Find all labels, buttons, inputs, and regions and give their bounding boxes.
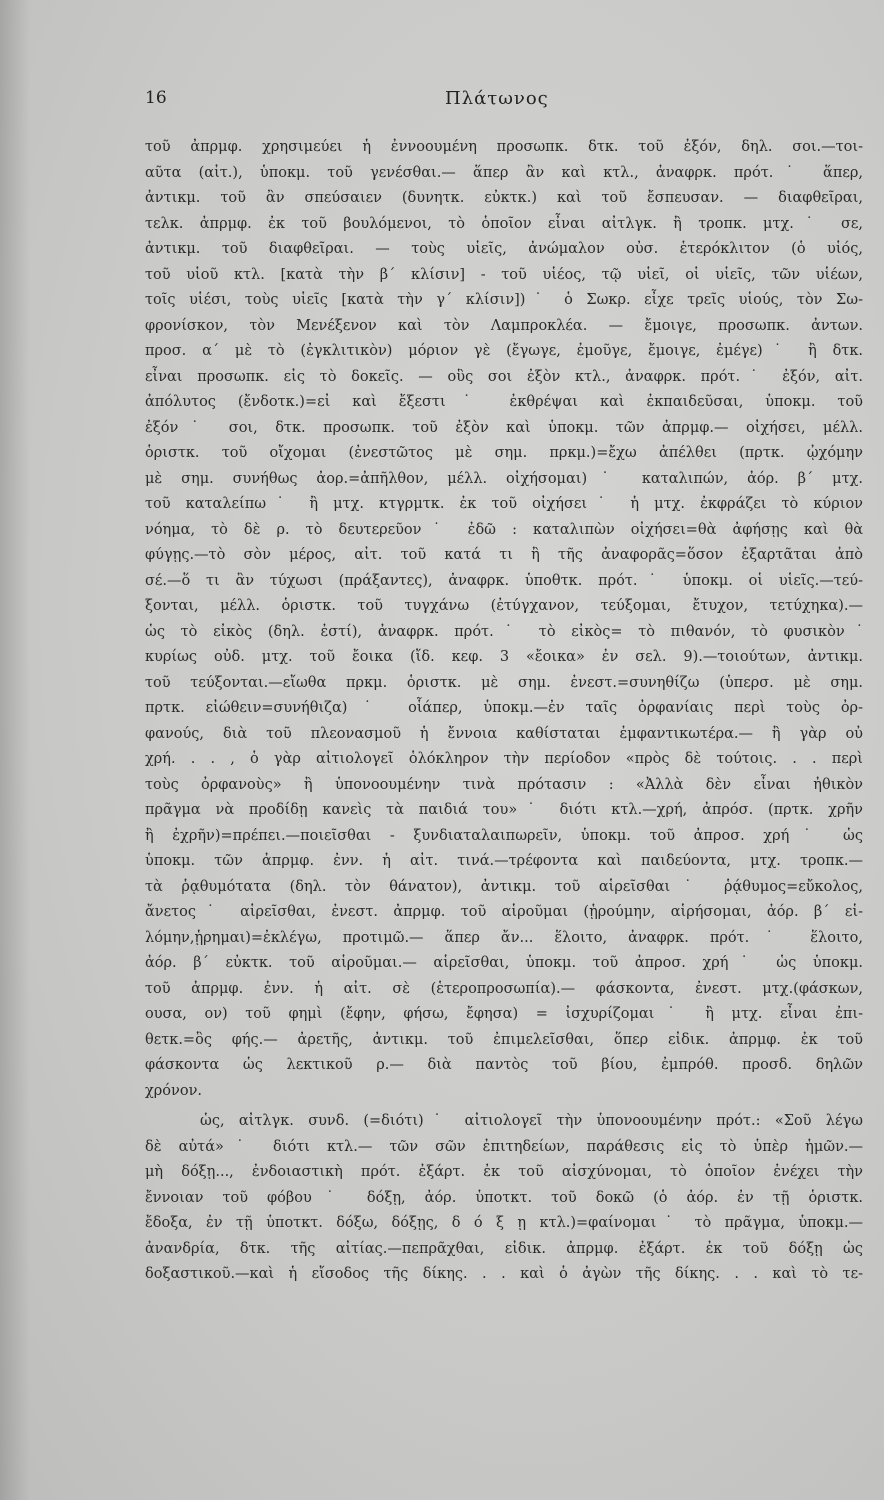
text-line: ἀντικμ. τοῦ διαφθεῖραι. — τοὺς υἱεῖς, ἀνώμαλον οὐσ. ἑτερόκλιτον (ὁ υἱός, [145,241,863,257]
text-line: ὡς, αἰτλγκ. συνδ. (=διότι)˙ αἰτιολογεῖ τὴν ὑπονοουμένην πρότ.: «Σοῦ λέγω [200,1113,863,1129]
text-line: λόμην,ᾑρημαι)=ἐκλέγω, προτιμῶ.— ἅπερ ἄν... ἕλοιτο, ἀναφρκ. πρότ.˙ ἕλοιτο, [145,929,863,946]
text-line: χρή. . . , ὁ γὰρ αἰτιολογεῖ ὁλόκληρον τὴν περίοδον «πρὸς δὲ τούτοις. . . περὶ [145,751,863,767]
text-line: σέ.—ὅ τι ἂν τύχωσι (πράξαντες), ἀναφρκ. ὑποθτκ. πρότ.˙ ὑποκμ. οἱ υἱεῖς.—τεύ- [145,572,863,589]
text-line: φανούς, διὰ τοῦ πλεονασμοῦ ἡ ἔννοια καθίσταται ἐμφαντικωτέρα.— ἢ γὰρ οὐ [145,725,863,742]
text-line: ξονται, μέλλ. ὁριστκ. τοῦ τυγχάνω (ἐτύγχανον, τεύξομαι, ἔτυχον, τετύχηκα).— [145,598,863,614]
text-line: ἔννοιαν τοῦ φόβου˙ δόξῃ, ἀόρ. ὑποτκτ. τοῦ δοκῶ (ὁ ἀόρ. ἐν τῇ ὁριστκ. [145,1189,863,1206]
text-line: ἀπόλυτος (ἔνδοτκ.)=εἰ καὶ ἔξεστι˙ ἐκθρέψαι καὶ ἐκπαιδεῦσαι, ὑποκμ. τοῦ [145,394,863,410]
text-line: πρτκ. εἰώθειν=συνήθιζα)˙ οἷάπερ, ὑποκμ.—ἐν ταῖς ὀρφανίαις περὶ τοὺς ὀρ- [145,700,863,716]
running-title: Πλάτωνος [445,88,549,109]
text-line: μὴ δόξῃ..., ἐνδοιαστικὴ πρότ. ἐξάρτ. ἐκ τοῦ αἰσχύνομαι, τὸ ὁποῖον ἐνέχει τὴν [145,1164,863,1180]
text-line: δοξαστικοῦ.—καὶ ἡ εἴσοδος τῆς δίκης. . . καὶ ὁ ἀγὼν τῆς δίκης. . . καὶ τὸ τε- [145,1266,863,1282]
text-line: ἐξόν˙ σοι, δτκ. προσωπκ. τοῦ ἐξὸν καὶ ὑποκμ. τῶν ἀπρμφ.— οἰχήσει, μέλλ. [145,419,863,436]
text-line: αῦτα (αἰτ.), ὑποκμ. τοῦ γενέσθαι.— ἅπερ ἂν καὶ κτλ., ἀναφρκ. πρότ.˙ ἅπερ, [145,164,863,181]
text-line: ὑποκμ. τῶν ἀπρμφ. ἐνν. ἡ αἰτ. τινά.—τρέφοντα καὶ παιδεύοντα, μτχ. τροπκ.— [145,853,863,869]
text-line: προσ. α΄ μὲ τὸ (ἐγκλιτικὸν) μόριον γὲ (ἔγωγε, ἐμοῦγε, ἔμοιγε, ἐμέγε)˙ ἢ δτκ. [145,343,863,359]
text-line: κυρίως οὐδ. μτχ. τοῦ ἔοικα (ἴδ. κεφ. 3 «ἔοικα» ἐν σελ. 9).—τοιούτων, ἀντικμ. [145,649,863,665]
page-header [145,88,863,118]
page-edge-shadow [0,0,30,1500]
text-line: ἢ ἐχρῆν)=πρέπει.—ποιεῖσθαι - ξυνδιαταλαιπωρεῖν, ὑποκμ. τοῦ ἀπροσ. χρή˙ ὡς [145,827,863,844]
text-line: τοῦ ἀπρμφ. ἐνν. ἡ αἰτ. σὲ (ἑτεροπροσωπία).— φάσκοντα, ἐνεστ. μτχ.(φάσκων, [145,980,863,997]
text-line: τοὺς ὀρφανοὺς» ἢ ὑπονοουμένην τινὰ πρότασιν : «Ἀλλὰ δὲν εἶναι ἠθικὸν [145,776,863,793]
text-line: εἶναι προσωπκ. εἰς τὸ δοκεῖς. — οὓς σοι ἐξὸν κτλ., ἀναφρκ. πρότ.˙ ἐξόν, αἰτ. [145,368,863,385]
page-number: 16 [145,88,167,108]
text-line: ὡς τὸ εἰκὸς (δηλ. ἐστί), ἀναφρκ. πρότ.˙ τὸ εἰκὸς= τὸ πιθανόν, τὸ φυσικὸν˙ [145,623,863,640]
text-line: δὲ αὐτά»˙ διότι κτλ.— τῶν σῶν ἐπιτηδείων, παράθεσις εἰς τὸ ὑπὲρ ἡμῶν.— [145,1138,863,1155]
text-line: τοῖς υἱέσι, τοὺς υἱεῖς [κατὰ τὴν γ΄ κλίσιν])˙ ὁ Σωκρ. εἶχε τρεῖς υἱούς, τὸν Σω- [145,292,863,308]
text-line: τοῦ καταλείπω˙ ἢ μτχ. κτγρμτκ. ἐκ τοῦ οἰχήσει˙ ἡ μτχ. ἐκφράζει τὸ κύριον [145,496,863,512]
text-line: ἔδοξα, ἐν τῇ ὑποτκτ. δόξω, δόξῃς, δ ό ξ ῃ κτλ.)=φαίνομαι˙ τὸ πρᾶγμα, ὑποκμ.— [145,1215,863,1231]
text-line: τοῦ τεύξονται.—εἴωθα πρκμ. ὁριστκ. μὲ σημ. ἐνεστ.=συνηθίζω (ὑπερσ. μὲ σημ. [145,674,863,691]
commentary-text [145,135,863,1288]
text-line: χρόνον. [145,1082,203,1099]
text-line: ουσα, ον) τοῦ φημὶ (ἔφην, φήσω, ἔφησα) = ἰσχυρίζομαι˙ ἢ μτχ. εἶναι ἐπι- [145,1006,863,1022]
paragraph [145,135,863,1104]
text-line: τοῦ υἱοῦ κτλ. [κατὰ τὴν β΄ κλίσιν] - τοῦ υἱέος, τῷ υἱεῖ, οἱ υἱεῖς, τῶν υἱέων, [145,266,863,283]
text-line: ἀόρ. β΄ εὐκτκ. τοῦ αἱροῦμαι.— αἱρεῖσθαι, ὑποκμ. τοῦ ἀπροσ. χρή˙ ὡς ὑποκμ. [145,955,863,971]
text-line: μὲ σημ. συνήθως ἀορ.=ἀπῆλθον, μέλλ. οἰχήσομαι)˙ καταλιπών, ἀόρ. β΄ μτχ. [145,470,863,487]
text-line: ἀνανδρία, δτκ. τῆς αἰτίας.—πεπρᾶχθαι, εἰδικ. ἀπρμφ. ἐξάρτ. ἐκ τοῦ δόξῃ ὡς [145,1240,863,1257]
text-line: πρᾶγμα νὰ προδίδῃ κανεὶς τὰ παιδιά του»˙ διότι κτλ.—χρή, ἀπρόσ. (πρτκ. χρῆν [145,802,863,818]
text-line: φύγῃς.—τὸ σὸν μέρος, αἰτ. τοῦ κατά τι ἢ τῆς ἀναφορᾶς=ὅσον ἐξαρτᾶται ἀπὸ [145,547,863,563]
text-line: τοῦ ἀπρμφ. χρησιμεύει ἡ ἐννοουμένη προσωπκ. δτκ. τοῦ ἐξόν, δηλ. σοι.—τοι- [145,139,863,155]
text-line: ἄνετος˙ αἱρεῖσθαι, ἐνεστ. ἀπρμφ. τοῦ αἱροῦμαι (ᾑρούμην, αἱρήσομαι, ἀόρ. β΄ εἱ- [145,904,863,920]
text-line: ἀντικμ. τοῦ ἂν σπεύσαιεν (δυνητκ. εὐκτκ.) καὶ τοῦ ἔσπευσαν. — διαφθεῖραι, [145,190,863,206]
text-line: ὁριστκ. τοῦ οἴχομαι (ἐνεστῶτος μὲ σημ. πρκμ.)=ἔχω ἀπέλθει (πρτκ. ᾠχόμην [145,445,863,461]
text-line: φρονίσκον, τὸν Μενέξενον καὶ τὸν Λαμπροκλέα. — ἔμοιγε, προσωπκ. ἀντων. [145,317,863,334]
text-line: θετκ.=ὃς φής.— ἀρετῆς, ἀντικμ. τοῦ ἐπιμελεῖσθαι, ὅπερ εἰδικ. ἀπρμφ. ἐκ τοῦ [145,1031,863,1048]
text-line: νόημα, τὸ δὲ ρ. τὸ δευτερεῦον˙ ἐδῶ : καταλιπὼν οἰχήσει=θὰ ἀφήσῃς καὶ θὰ [145,521,863,538]
text-line: φάσκοντα ὡς λεκτικοῦ ρ.— διὰ παντὸς τοῦ βίου, ἐμπρόθ. προσδ. δηλῶν [145,1057,863,1073]
paragraph [145,1109,863,1288]
text-line: τὰ ῥᾳθυμότατα (δηλ. τὸν θάνατον), ἀντικμ. τοῦ αἱρεῖσθαι˙ ῥᾴθυμος=εὔκολος, [145,878,863,895]
text-line: τελκ. ἀπρμφ. ἐκ τοῦ βουλόμενοι, τὸ ὁποῖον εἶναι αἰτλγκ. ἢ τροπκ. μτχ.˙ σε, [145,215,863,232]
